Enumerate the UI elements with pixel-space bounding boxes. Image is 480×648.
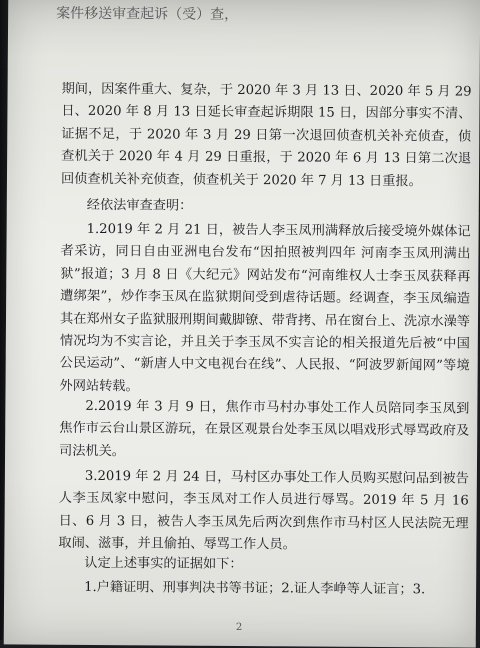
faded-top-line: 案件移送审查起诉（受）查， xyxy=(56,5,239,23)
paragraph-fact-1: 1.2019 年 2 月 21 日，被告人李玉凤刑满释放后接受境外媒体记者采访，同日自由亚洲电台发布“因拍照被判四年 河南李玉凤刑满出狱”报道；3 月 8 日《大纪元》网站发布“河南维权人士李玉凤获释再遭绑架”，炒作李玉凤在监狱期间受到虐待话题。经调查，李玉凤编造其在郑州女子监狱服刑期间戴脚镣、带背拷、吊在窗台上、洗凉水澡等情况均为不实言论，并且关于李玉凤不实言论的相关报道先后被“中国公民运动”、“新唐人中文电视台在线”、人民报、“阿波罗新闻网”等境外网站转载。 xyxy=(59,221,471,395)
paragraph-findings-intro: 经依法审查查明： xyxy=(86,197,193,214)
paragraph-fact-3: 3.2019 年 2 月 24 日，马村区办事处工作人员购买慰问品到被告人李玉凤家中慰问，李玉凤对工作人员进行辱骂。2019 年 5 月 16 日、6 月 3 日，被告人李玉凤先后两次到焦作市马村区人民法院无理取闹、滋事，并且偷拍、辱骂工作人员。 xyxy=(58,468,469,553)
paragraph-evidence-list: 1.户籍证明、刑事判决书等书证；2.证人李峥等人证言；3. xyxy=(84,579,426,598)
paragraph-fact-2: 2.2019 年 3 月 9 日，焦作市马村办事处工作人员陪同李玉凤到焦作市云台山景区游玩，在景区观景台处李玉凤以唱戏形式辱骂政府及司法机关。 xyxy=(59,398,470,459)
paragraph-review-period: 期间，因案件重大、复杂，于 2020 年 3 月 13 日、2020 年 5 月 29 日、2020 年 8 月 13 日延长审查起诉期限 15 日，因部分事实不清、证据不足，于 2020 年 3 月 29 日第一次退回侦查机关补充侦查，侦查机关于 2020 年 4 月 29 日重报，于 2020 年 6 月 13 日第二次退回侦查机关补充侦查，侦查机关于 2020 年 7 月 13 日重报。 xyxy=(60,81,472,189)
document-page xyxy=(4,0,480,648)
page-number: 2 xyxy=(235,621,243,634)
paragraph-evidence-intro: 认定上述事实的证据如下： xyxy=(84,555,243,573)
